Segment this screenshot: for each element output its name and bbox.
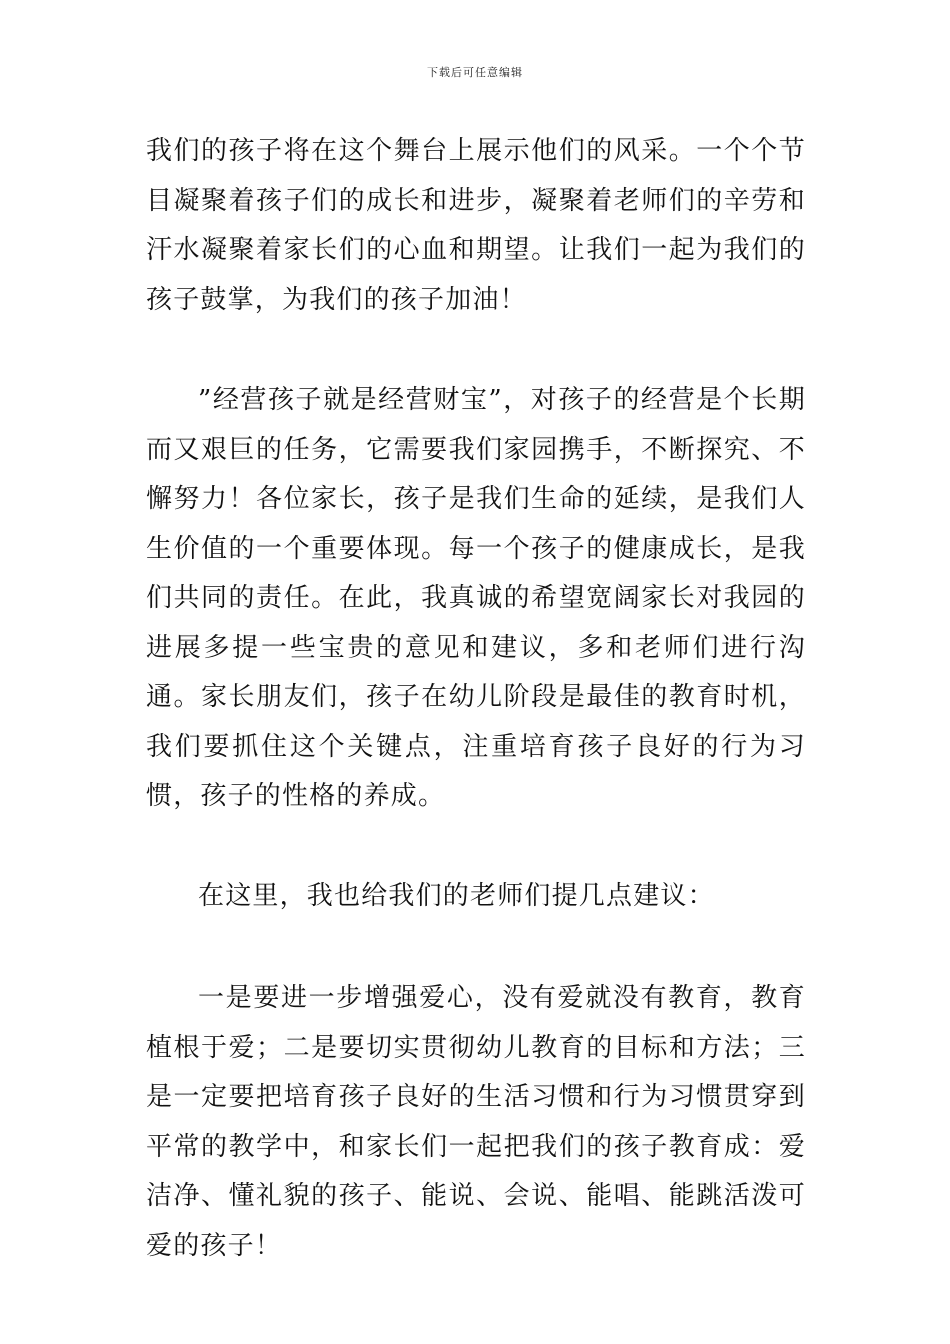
paragraph-4: 一是要进一步增强爱心，没有爱就没有教育，教育植根于爱；二是要切实贯彻幼儿教育的目标和方法；三是一定要把培育孩子良好的生活习惯和行为习惯贯穿到平常的教学中，和家长们一起把我们的孩子教育成：爱洁净、懂礼貌的孩子、能说、会说、能唱、能跳活泼可爱的孩子！ xyxy=(146,983,806,1261)
paragraph-3: 在这里，我也给我们的老师们提几点建议： xyxy=(198,881,715,911)
page-header-note: 下载后可任意编辑 xyxy=(427,66,523,79)
paragraph-2: ”经营孩子就是经营财宝”，对孩子的经营是个长期而又艰巨的任务，它需要我们家园携手，不断探究、不懈努力！各位家长，孩子是我们生命的延续，是我们人生价值的一个重要体现。每一个孩子的健康成长，是我们共同的责任。在此，我真诚的希望宽阔家长对我园的进展多提一些宝贵的意见和建议，多和老师们进行沟通。家长朋友们，孩子在幼儿阶段是最佳的教育时机，我们要抓住这个关键点，注重培育孩子良好的行为习惯，孩子的性格的养成。 xyxy=(146,385,806,811)
paragraph-1: 我们的孩子将在这个舞台上展示他们的风采。一个个节目凝聚着孩子们的成长和进步，凝聚着老师们的辛劳和汗水凝聚着家长们的心血和期望。让我们一起为我们的孩子鼓掌，为我们的孩子加油！ xyxy=(146,136,806,315)
